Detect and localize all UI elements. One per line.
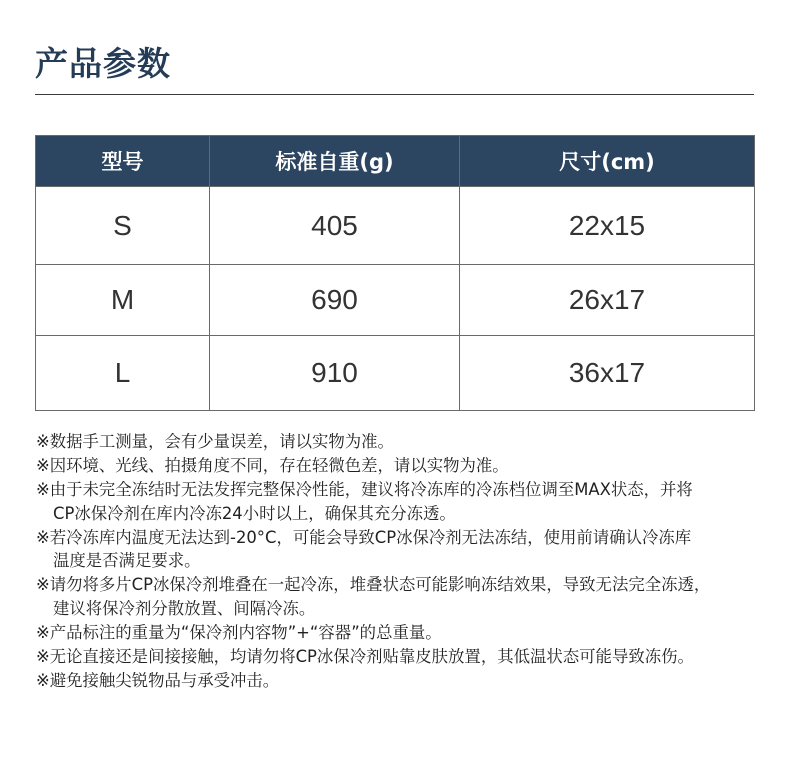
note-line: ※若冷冻库内温度无法达到-20°C，可能会导致CP冰保冷剂无法冻结，使用前请确认冷冻库	[36, 527, 692, 547]
note-line-continued: CP冰保冷剂在库内冷冻24小时以上，确保其充分冻透。	[53, 503, 456, 523]
note-line: ※无论直接还是间接接触，均请勿将CP冰保冷剂贴靠皮肤放置，其低温状态可能导致冻伤。	[36, 647, 694, 667]
note-line: ※请勿将多片CP冰保冷剂堆叠在一起冷冻，堆叠状态可能影响冻结效果，导致无法完全冻透，	[36, 575, 711, 595]
note-line: ※由于未完全冻结时无法发挥完整保冷性能，建议将冷冻库的冷冻档位调至MAX状态，并将	[36, 479, 693, 499]
note-line: ※避免接触尖锐物品与承受冲击。	[36, 670, 280, 690]
note-line: ※因环境、光线、拍摄角度不同，存在轻微色差，请以实物为准。	[36, 455, 509, 475]
page-title: 产品参数	[35, 44, 171, 83]
cell-model: L	[36, 336, 210, 411]
column-header-weight: 标准自重(g)	[210, 136, 460, 187]
note-line-continued: 温度是否满足要求。	[53, 551, 201, 571]
notes-list	[36, 430, 766, 693]
table-row	[36, 336, 755, 411]
column-header-model: 型号	[36, 136, 210, 187]
note-line: ※产品标注的重量为“保冷剂内容物”+“容器”的总重量。	[36, 623, 442, 643]
cell-weight: 910	[210, 336, 460, 411]
cell-model: M	[36, 265, 210, 336]
cell-weight: 690	[210, 265, 460, 336]
cell-size: 22x15	[460, 187, 755, 265]
cell-model: S	[36, 187, 210, 265]
cell-size: 36x17	[460, 336, 755, 411]
table-row	[36, 265, 755, 336]
column-header-size: 尺寸(cm)	[460, 136, 755, 187]
spec-table	[35, 135, 755, 411]
note-line-continued: 建议将保冷剂分散放置、间隔冷冻。	[53, 599, 316, 619]
cell-weight: 405	[210, 187, 460, 265]
title-divider	[35, 94, 754, 95]
cell-size: 26x17	[460, 265, 755, 336]
table-row	[36, 187, 755, 265]
note-line: ※数据手工测量，会有少量误差，请以实物为准。	[36, 432, 394, 451]
table-header-row	[36, 136, 755, 187]
